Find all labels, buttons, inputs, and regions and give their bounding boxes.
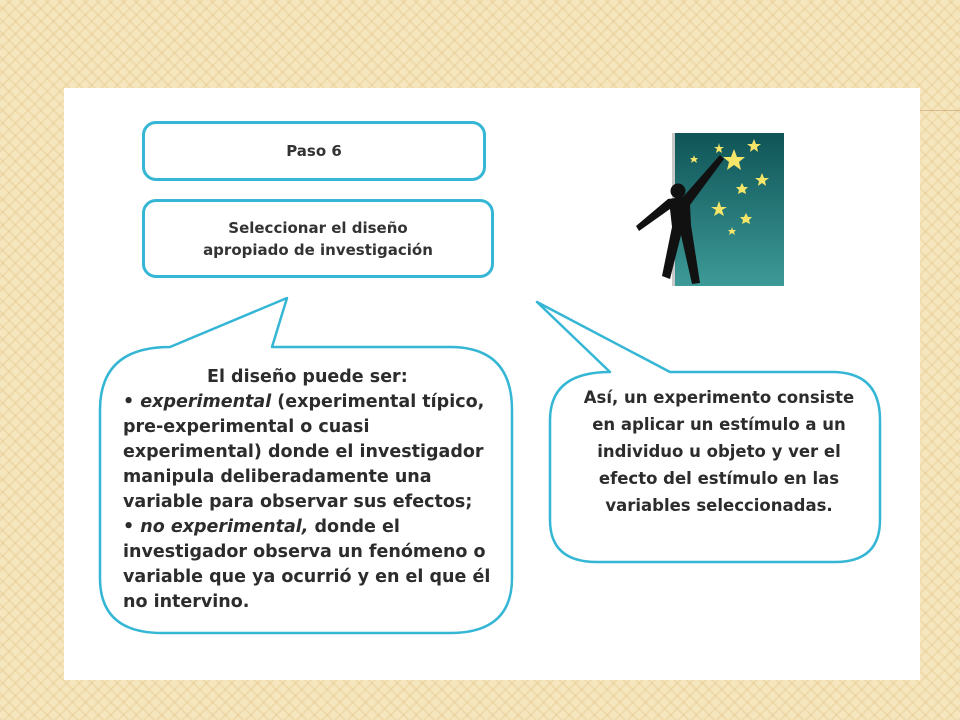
- item2-first-line-rest: donde el: [308, 517, 400, 537]
- step-label: Paso 6: [286, 142, 342, 160]
- right-bubble-line: efecto del estímulo en las: [598, 469, 840, 488]
- left-bubble-text: [123, 365, 503, 615]
- design-line-2: apropiado de investigación: [203, 240, 433, 259]
- item1-line: manipula deliberadamente una: [123, 467, 432, 487]
- item1-term: experimental: [140, 392, 272, 412]
- right-bubble-text: [560, 384, 878, 519]
- item1-line: variable para observar sus efectos;: [123, 492, 473, 512]
- item1-first-line: [123, 390, 503, 415]
- design-line-1: Seleccionar el diseño: [228, 218, 408, 237]
- right-bubble-line: individuo u objeto y ver el: [597, 442, 841, 461]
- item2-line: no intervino.: [123, 592, 250, 612]
- right-bubble-line: variables seleccionadas.: [605, 496, 833, 515]
- item2-term: no experimental,: [140, 517, 309, 537]
- right-bubble-line: en aplicar un estímulo a un: [592, 415, 846, 434]
- bullet-1: •: [123, 392, 135, 412]
- person-reaching-stars-icon: [634, 133, 784, 286]
- item2-line: investigador observa un fenómeno o: [123, 542, 486, 562]
- item1-line: pre-experimental o cuasi: [123, 417, 370, 437]
- item1-first-line-rest: (experimental típico,: [271, 392, 485, 412]
- item1-line: experimental) donde el investigador: [123, 442, 484, 462]
- bullet-2: •: [123, 517, 135, 537]
- item2-line: variable que ya ocurrió y en el que él: [123, 567, 491, 587]
- left-bubble-heading: El diseño puede ser:: [207, 367, 408, 387]
- right-bubble-line: Así, un experimento consiste: [583, 388, 855, 407]
- design-box: [142, 199, 494, 278]
- item2-first-line: [123, 515, 503, 540]
- step-box: [142, 121, 486, 181]
